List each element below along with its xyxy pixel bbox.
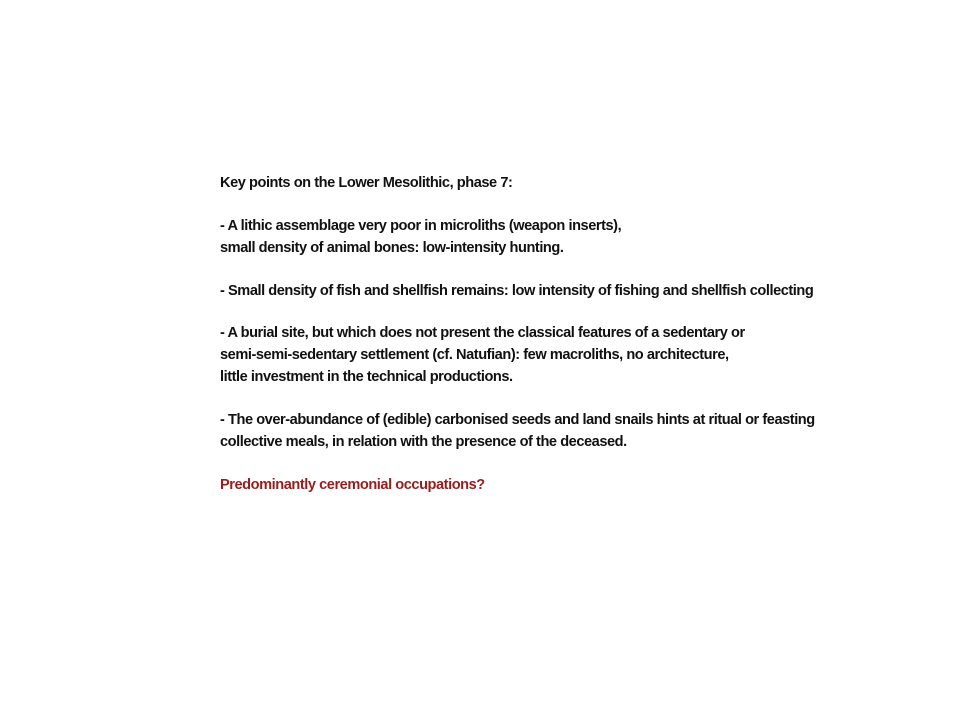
key-point-4-line-1: - The over-abundance of (edible) carbonised seeds and land snails hints at ritual or feasting xyxy=(220,412,815,429)
spacer xyxy=(220,388,920,409)
key-point-1-line-2: small density of animal bones: low-intensity hunting. xyxy=(220,239,564,256)
spacer xyxy=(220,453,920,474)
key-point-4-line-2: collective meals, in relation with the presence of the deceased. xyxy=(220,434,627,451)
conclusion-question: Predominantly ceremonial occupations? xyxy=(220,476,485,493)
spacer xyxy=(220,302,920,323)
key-point-3-line-2: semi-semi-sedentary settlement (cf. Natufian): few macroliths, no architecture, xyxy=(220,347,729,364)
key-point-3-line-3: little investment in the technical productions. xyxy=(220,369,513,386)
key-point-1 xyxy=(220,215,920,259)
key-point-3-line-1: - A burial site, but which does not present the classical features of a sedentary or xyxy=(220,325,745,342)
key-point-3 xyxy=(220,322,920,388)
slide-body xyxy=(220,172,920,496)
spacer xyxy=(220,259,920,280)
spacer xyxy=(220,194,920,215)
slide-heading: Key points on the Lower Mesolithic, phase 7: xyxy=(220,175,513,191)
key-point-2-line-1: - Small density of fish and shellfish remains: low intensity of fishing and shellfish collecting xyxy=(220,282,814,299)
key-point-4 xyxy=(220,409,920,453)
key-point-1-line-1: - A lithic assemblage very poor in microliths (weapon inserts), xyxy=(220,217,622,234)
key-point-2 xyxy=(220,280,920,302)
